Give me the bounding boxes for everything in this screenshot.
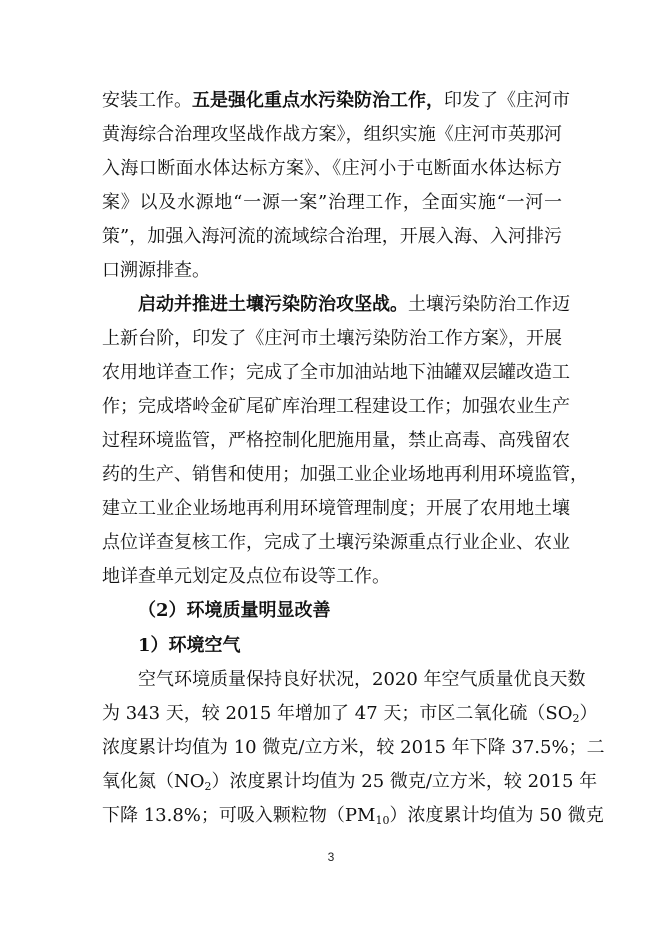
paragraph-line: 案》以及水源地“一源一案”治理工作，全面实施“一河一	[102, 192, 562, 213]
paragraph-line: 口溯源排查。	[102, 260, 210, 281]
text-run: 安装工作。	[102, 90, 192, 111]
text-run: ）	[579, 703, 598, 724]
subscript: 2	[572, 712, 580, 725]
paragraph-line: 空气环境质量保持良好状况，2020 年空气质量优良天数	[138, 669, 586, 690]
subscript: 10	[375, 814, 390, 827]
paragraph-line: 策”，加强入海河流的流域综合治理，开展入海、入河排污	[102, 226, 562, 247]
paragraph-line	[102, 697, 598, 731]
subsection-heading: 1）环境空气	[138, 635, 241, 656]
subscript: 2	[204, 780, 212, 793]
paragraph-line	[102, 765, 598, 799]
text-run: ）浓度累计均值为 25 微克/立方米，较 2015 年	[211, 771, 598, 792]
text-run: 下降 13.8%；可吸入颗粒物（PM	[102, 805, 376, 826]
text-run: 为 343 天，较 2015 年增加了 47 天；市区二氧化硫（SO	[102, 703, 573, 724]
paragraph-line: 农用地详查工作；完成了全市加油站地下油罐双层罐改造工	[102, 362, 570, 383]
text-run: ）浓度累计均值为 50 微克	[389, 805, 604, 826]
paragraph-line: 建立工业企业场地再利用环境管理制度；开展了农用地土壤	[102, 498, 570, 519]
paragraph-line: 点位详查复核工作，完成了土壤污染源重点行业企业、农业	[102, 532, 570, 553]
bold-text-run: 五是强化重点水污染防治工作，	[192, 90, 444, 111]
paragraph-line: 入海口断面水体达标方案》、《庄河小于屯断面水体达标方	[102, 158, 562, 179]
text-run: 土壤污染防治工作迈	[408, 294, 570, 315]
paragraph-line: 作；完成塔岭金矿尾矿库治理工程建设工作；加强农业生产	[102, 396, 570, 417]
paragraph-line	[138, 288, 570, 322]
text-run: 氧化氮（NO	[102, 771, 205, 792]
page-number: 3	[327, 850, 335, 864]
section-heading: （2）环境质量明显改善	[138, 600, 331, 621]
paragraph-line	[102, 799, 604, 833]
paragraph-line: 地详查单元划定及点位布设等工作。	[102, 566, 390, 587]
paragraph-line: 上新台阶，印发了《庄河市土壤污染防治工作方案》，开展	[102, 328, 562, 349]
bold-text-run: 启动并推进土壤污染防治攻坚战。	[138, 294, 408, 315]
paragraph-line: 浓度累计均值为 10 微克/立方米，较 2015 年下降 37.5%；二	[102, 737, 605, 758]
text-run: 印发了《庄河市	[444, 90, 570, 111]
paragraph-line: 药的生产、销售和使用；加强工业企业场地再利用环境监管，	[102, 464, 588, 485]
paragraph-line: 黄海综合治理攻坚战作战方案》，组织实施《庄河市英那河	[102, 124, 562, 145]
paragraph-line: 过程环境监管，严格控制化肥施用量，禁止高毒、高残留农	[102, 430, 570, 451]
paragraph-line	[102, 84, 570, 118]
